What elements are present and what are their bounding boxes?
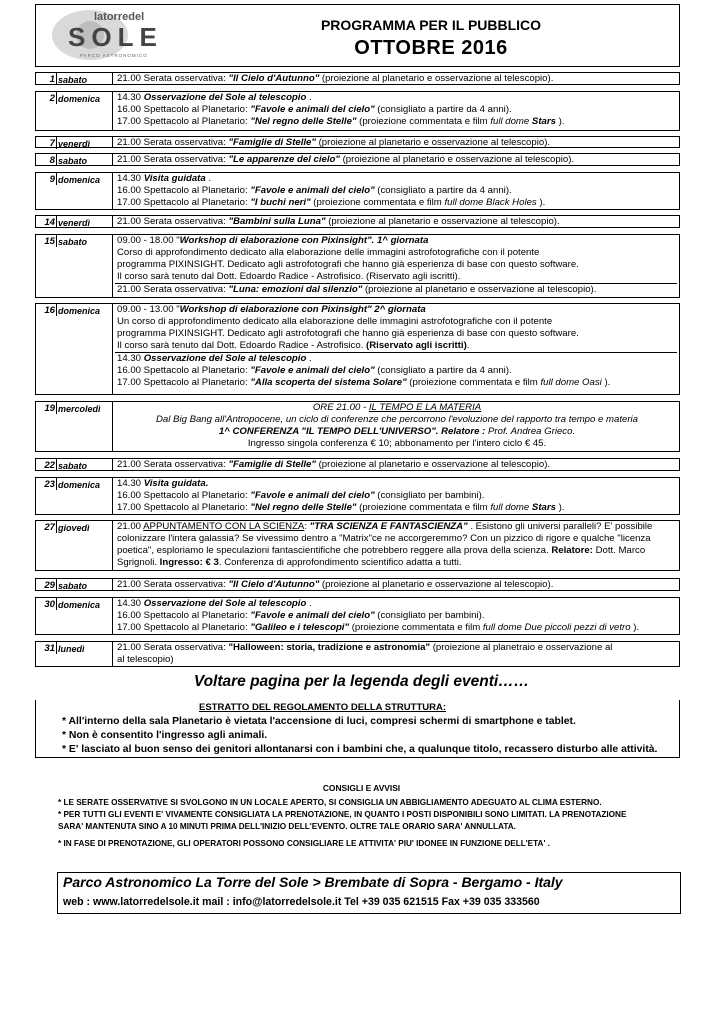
event-day-number: 16 bbox=[44, 305, 55, 316]
event-date bbox=[36, 478, 113, 514]
event-text: Osservazione del Sole al telescopio bbox=[143, 92, 307, 103]
event-date bbox=[36, 459, 113, 470]
event-date bbox=[36, 579, 113, 590]
event-row bbox=[35, 215, 680, 228]
event-details bbox=[115, 642, 679, 666]
event-line bbox=[117, 185, 677, 197]
event-date bbox=[36, 304, 113, 394]
event-weekday: domenica bbox=[58, 94, 101, 104]
event-details bbox=[115, 137, 679, 149]
event-text: Visita guidata bbox=[143, 173, 206, 184]
event-text: 21.00 Serata osservativa: bbox=[117, 284, 229, 295]
event-text: : bbox=[304, 521, 310, 532]
event-text: "Le apparenze del cielo" bbox=[228, 154, 340, 165]
event-text: . bbox=[306, 598, 312, 609]
event-text: "Favole e animali del cielo" bbox=[250, 490, 375, 501]
event-line bbox=[117, 92, 677, 104]
event-text: ). bbox=[555, 116, 565, 127]
event-row bbox=[35, 578, 680, 591]
event-row bbox=[35, 477, 680, 515]
event-weekday: venerdì bbox=[58, 218, 91, 228]
event-line bbox=[117, 154, 677, 166]
event-row bbox=[35, 520, 680, 571]
regulation-item: * E' lasciato al buon senso dei genitori allontanarsi con i bambini che, a qualunque titolo, recassero disturbo alle attività. bbox=[62, 744, 658, 755]
event-date bbox=[36, 137, 113, 147]
event-text: (proiezione commentata e film bbox=[356, 116, 491, 127]
turn-page-note: Voltare pagina per la legenda degli eventi…… bbox=[193, 673, 530, 690]
event-text: (consigliato a partire da 4 anni). bbox=[374, 365, 512, 376]
event-date bbox=[36, 235, 113, 297]
event-line bbox=[117, 622, 677, 634]
event-line bbox=[117, 426, 677, 438]
event-text: full dome Black Holes bbox=[444, 197, 537, 208]
event-line bbox=[117, 478, 677, 490]
event-text: "Famiglie di Stelle" bbox=[228, 459, 316, 470]
event-text: 14.30 bbox=[117, 478, 144, 489]
event-text: "Halloween: storia, tradizione e astronomia" bbox=[228, 642, 431, 653]
event-text: "Bambini sulla Luna" bbox=[228, 216, 326, 227]
event-text: (proiezione al planetario e osservazione al telescopio). bbox=[315, 459, 551, 470]
event-weekday: sabato bbox=[58, 461, 88, 471]
event-line bbox=[117, 304, 677, 316]
event-date bbox=[36, 73, 113, 84]
event-line bbox=[117, 216, 677, 228]
event-text: Sgrignoli. bbox=[117, 557, 160, 568]
event-text: 1^ CONFERENZA "IL TEMPO DELL'UNIVERSO". Relatore : bbox=[218, 426, 489, 437]
event-weekday: domenica bbox=[58, 175, 101, 185]
event-text: 16.00 Spettacolo al Planetario: bbox=[117, 365, 251, 376]
event-row bbox=[35, 597, 680, 635]
event-text: 17.00 Spettacolo al Planetario: bbox=[117, 502, 251, 513]
event-text: Stars bbox=[531, 502, 556, 513]
event-text: Dott. Marco bbox=[592, 545, 646, 556]
event-text: 21.00 Serata osservativa: bbox=[117, 459, 229, 470]
event-day-number: 23 bbox=[44, 479, 55, 490]
event-text: . bbox=[306, 92, 312, 103]
logo-sub-text: PARCO ASTRONOMICO bbox=[80, 53, 148, 58]
event-details bbox=[115, 402, 679, 450]
event-details bbox=[115, 579, 679, 591]
event-line bbox=[117, 328, 677, 340]
event-text: Stars bbox=[531, 116, 556, 127]
event-text: (proiezione commentata e film bbox=[356, 502, 491, 513]
event-text: "Famiglie di Stelle" bbox=[228, 137, 316, 148]
date-separator bbox=[56, 478, 57, 490]
event-text: (proiezione commentata e film bbox=[349, 622, 483, 633]
event-text: . bbox=[466, 340, 470, 351]
date-separator bbox=[56, 235, 57, 247]
event-weekday: sabato bbox=[58, 237, 88, 247]
event-line bbox=[117, 490, 677, 502]
event-weekday: sabato bbox=[58, 581, 88, 591]
event-text: Il corso sarà tenuto dal Dott. Edoardo Radice - Astrofisico. bbox=[117, 340, 367, 351]
event-details bbox=[115, 216, 679, 228]
event-text: "Il Cielo d'Autunno" bbox=[228, 579, 320, 590]
event-text: full dome bbox=[490, 502, 532, 513]
event-text: 09.00 - 13.00 " bbox=[117, 304, 180, 315]
event-text: 21.00 Serata osservativa: bbox=[117, 216, 229, 227]
event-text: ). bbox=[630, 622, 640, 633]
event-text: 16.00 Spettacolo al Planetario: bbox=[117, 610, 251, 621]
event-details bbox=[115, 598, 679, 634]
event-day-number: 22 bbox=[44, 460, 55, 471]
event-text: "I buchi neri" bbox=[250, 197, 311, 208]
event-text: "Favole e animali del cielo" bbox=[250, 185, 375, 196]
event-date bbox=[36, 154, 113, 165]
date-separator bbox=[56, 216, 57, 228]
event-text: "Nel regno delle Stelle" bbox=[250, 502, 357, 513]
event-line bbox=[115, 283, 677, 296]
event-text: ). bbox=[555, 502, 565, 513]
event-row bbox=[35, 72, 680, 85]
event-line bbox=[117, 173, 677, 185]
event-weekday: mercoledì bbox=[58, 404, 101, 414]
event-line bbox=[117, 247, 677, 259]
event-day-number: 7 bbox=[49, 138, 55, 149]
event-line bbox=[117, 459, 677, 471]
event-weekday: sabato bbox=[58, 75, 88, 85]
event-text: 17.00 Spettacolo al Planetario: bbox=[117, 622, 251, 633]
event-text: Prof. Andrea Grieco. bbox=[488, 426, 576, 437]
event-line bbox=[117, 598, 677, 610]
date-separator bbox=[56, 154, 57, 166]
event-text: (proiezione al planetario e osservazione al telescopio). bbox=[339, 154, 575, 165]
event-details bbox=[115, 304, 679, 389]
event-text: ). bbox=[601, 377, 611, 388]
event-text: 17.00 Spettacolo al Planetario: bbox=[117, 116, 251, 127]
event-weekday: domenica bbox=[58, 600, 101, 610]
event-text: IL TEMPO E LA MATERIA bbox=[368, 402, 482, 413]
event-text: . bbox=[205, 173, 212, 184]
event-day-number: 2 bbox=[49, 93, 55, 104]
event-line bbox=[117, 377, 677, 389]
event-line bbox=[117, 259, 677, 271]
date-separator bbox=[56, 402, 57, 414]
event-text: "Favole e animali del cielo" bbox=[250, 365, 375, 376]
event-text: colonizzare l'intera galassia? Se vivessimo dentro a "Matrix"ce ne accorgeremmo? Con un pizzico di rigore e qualche "licenza bbox=[117, 533, 651, 544]
event-line bbox=[117, 235, 677, 247]
event-text: Corso di approfondimento dedicato alla elaborazione delle immagini astrofotografiche con il potente bbox=[117, 247, 540, 258]
regulation-item: * All'interno della sala Planetario è vietata l'accensione di luci, compresi schermi di smartphone e tablet. bbox=[62, 716, 576, 727]
event-line bbox=[117, 545, 677, 557]
event-date bbox=[36, 642, 113, 666]
event-text: (proiezione al planetario e osservazione al telescopio). bbox=[319, 73, 554, 84]
event-line bbox=[117, 642, 677, 654]
event-row bbox=[35, 303, 680, 395]
event-text: programma PIXINSIGHT. Dedicato agli astrofotografi che hanno già esperienza di base con questo software. bbox=[117, 259, 579, 270]
date-separator bbox=[56, 304, 57, 316]
event-text: 14.30 bbox=[117, 92, 144, 103]
event-text: Ingresso singola conferenza € 10; abbonamento per l'intero ciclo € 45. bbox=[247, 438, 547, 449]
event-day-number: 8 bbox=[49, 155, 55, 166]
event-row bbox=[35, 401, 680, 452]
event-line bbox=[117, 521, 677, 533]
event-row bbox=[35, 136, 680, 148]
program-title: OTTOBRE 2016 bbox=[354, 37, 508, 59]
event-text: programma PIXINSIGHT. Dedicato agli astrofotografi che hanno già esperienza di base con questo software. bbox=[117, 328, 579, 339]
advice-title: CONSIGLI E AVVISI bbox=[322, 783, 401, 793]
event-text: (Riservato agli iscritti) bbox=[366, 340, 467, 351]
event-line bbox=[117, 402, 677, 414]
event-line bbox=[117, 116, 677, 128]
date-separator bbox=[56, 579, 57, 591]
event-text: Workshop di elaborazione con Pixinsight" 2^ giornata bbox=[179, 304, 426, 315]
event-details bbox=[115, 521, 679, 569]
event-text: al telescopio) bbox=[117, 654, 174, 665]
regulation-item: * Non è consentito l'ingresso agli animali. bbox=[62, 730, 268, 741]
event-day-number: 14 bbox=[44, 217, 55, 228]
event-line bbox=[117, 271, 677, 283]
date-separator bbox=[56, 521, 57, 533]
event-line bbox=[117, 533, 677, 545]
event-line bbox=[115, 352, 677, 365]
event-text: Il corso sarà tenuto dal Dott. Edoardo Radice - Astrofisico. (Riservato agli iscritti). bbox=[117, 271, 461, 282]
event-text: 21.00 bbox=[117, 521, 144, 532]
event-line bbox=[117, 557, 677, 569]
event-row bbox=[35, 91, 680, 131]
event-text: "Favole e animali del cielo" bbox=[250, 104, 375, 115]
event-text: 14.30 bbox=[117, 598, 144, 609]
event-text: Osservazione del Sole al telescopio bbox=[143, 598, 307, 609]
footer-contacts: web : www.latorredelsole.it mail : info@latorredelsole.it Tel +39 035 621515 Fax +39 035 333560 bbox=[63, 896, 540, 908]
event-line bbox=[117, 502, 677, 514]
event-text: (consigliato per bambini). bbox=[374, 610, 485, 621]
event-text: 21.00 Serata osservativa: bbox=[117, 642, 229, 653]
event-text: "Luna: emozioni dal silenzio" bbox=[228, 284, 363, 295]
advice-line: * IN FASE DI PRENOTAZIONE, GLI OPERATORI POSSONO CONSIGLIARE LE ATTIVITA' PIU' IDONEE IN FUNZIONE DELL'ETA' . bbox=[58, 839, 550, 848]
event-text: 21.00 Serata osservativa: bbox=[117, 579, 229, 590]
event-line bbox=[117, 438, 677, 450]
advice-line: * LE SERATE OSSERVATIVE SI SVOLGONO IN UN LOCALE APERTO, SI CONSIGLIA UN ABBIGLIAMENTO ADEGUATO AL CLIMA ESTERNO. bbox=[58, 798, 602, 807]
advice-line: * PER TUTTI GLI EVENTI E' VIVAMENTE CONSIGLIATA LA PRENOTAZIONE, IN QUANTO I POSTI DISPONIBILI SONO LIMITATI. LA PRENOTAZIONE bbox=[58, 810, 627, 819]
event-day-number: 30 bbox=[44, 599, 55, 610]
date-separator bbox=[56, 73, 57, 85]
event-text: "Nel regno delle Stelle" bbox=[250, 116, 357, 127]
date-separator bbox=[56, 598, 57, 610]
event-row bbox=[35, 458, 680, 471]
event-text: Osservazione del Sole al telescopio bbox=[143, 353, 307, 364]
event-text: Ingresso: € 3 bbox=[159, 557, 219, 568]
event-line bbox=[117, 579, 677, 591]
event-day-number: 9 bbox=[49, 174, 55, 185]
event-text: 14.30 bbox=[117, 173, 144, 184]
event-details bbox=[115, 478, 679, 514]
event-text: 16.00 Spettacolo al Planetario: bbox=[117, 490, 251, 501]
event-day-number: 1 bbox=[49, 74, 55, 85]
event-text: . Esistono gli universi paralleli? E' possibile bbox=[467, 521, 653, 532]
event-text: 21.00 Serata osservativa: bbox=[117, 154, 229, 165]
date-separator bbox=[56, 137, 57, 149]
event-text: 17.00 Spettacolo al Planetario: bbox=[117, 197, 251, 208]
event-text: "Galileo e i telescopi" bbox=[250, 622, 350, 633]
regulation-title: ESTRATTO DEL REGOLAMENTO DELLA STRUTTURA: bbox=[199, 702, 446, 713]
event-weekday: venerdì bbox=[58, 139, 91, 149]
event-text: (proiezione al planetraio e osservazione al bbox=[430, 642, 613, 653]
event-weekday: giovedì bbox=[58, 523, 90, 533]
event-text: ). bbox=[536, 197, 546, 208]
event-text: 16.00 Spettacolo al Planetario: bbox=[117, 104, 251, 115]
event-text: 09.00 - 18.00 " bbox=[117, 235, 180, 246]
event-text: (consigliato a partire da 4 anni). bbox=[374, 185, 512, 196]
event-text: (proiezione commentata e film bbox=[406, 377, 541, 388]
event-text: Workshop di elaborazione con Pixinsight". 1^ giornata bbox=[179, 235, 429, 246]
event-text: Dal Big Bang all'Antropocene, un ciclo di conferenze che percorrono l'evoluzione del rapporto tra tempo e materia bbox=[155, 414, 639, 425]
event-text: full dome Due piccoli pezzi di vetro bbox=[482, 622, 631, 633]
event-text: 21.00 Serata osservativa: bbox=[117, 73, 229, 84]
date-separator bbox=[56, 642, 57, 654]
event-text: 21.00 Serata osservativa: bbox=[117, 137, 229, 148]
event-details bbox=[115, 73, 679, 85]
event-line bbox=[117, 137, 677, 149]
program-subtitle: PROGRAMMA PER IL PUBBLICO bbox=[320, 17, 542, 33]
event-date bbox=[36, 598, 113, 634]
event-line bbox=[117, 340, 677, 352]
event-weekday: lunedì bbox=[58, 644, 85, 654]
event-row bbox=[35, 153, 680, 166]
event-row bbox=[35, 641, 680, 667]
event-date bbox=[36, 173, 113, 209]
event-weekday: sabato bbox=[58, 156, 88, 166]
torre-del-sole-logo bbox=[50, 8, 200, 62]
event-text: . Conferenza di approfondimento scientifico adatta a tutti. bbox=[218, 557, 462, 568]
event-text: full dome Oasi bbox=[540, 377, 602, 388]
event-details bbox=[115, 173, 679, 209]
event-day-number: 31 bbox=[44, 643, 55, 654]
event-day-number: 19 bbox=[44, 403, 55, 414]
event-day-number: 29 bbox=[44, 580, 55, 591]
event-details bbox=[115, 154, 679, 166]
event-text: ORE 21.00 - bbox=[312, 402, 369, 413]
date-separator bbox=[56, 173, 57, 185]
logo-main-text: SOLE bbox=[68, 22, 163, 52]
header bbox=[35, 4, 680, 67]
event-details bbox=[115, 459, 679, 471]
event-line bbox=[117, 104, 677, 116]
event-date bbox=[36, 92, 113, 130]
event-details bbox=[115, 92, 679, 128]
event-text: poetica", esploriamo le speculazioni fantascientifiche che potrebbero reggere alla prova della scienza. bbox=[117, 545, 552, 556]
event-text: (consigliato a partire da 4 anni). bbox=[374, 104, 512, 115]
event-text: full dome bbox=[490, 116, 532, 127]
event-text: Visita guidata. bbox=[143, 478, 209, 489]
event-text: 14.30 bbox=[117, 353, 144, 364]
logo-top-text: latorredel bbox=[94, 11, 145, 23]
event-line bbox=[117, 365, 677, 377]
event-line bbox=[117, 654, 677, 666]
event-text: APPUNTAMENTO CON LA SCIENZA bbox=[143, 521, 305, 532]
event-text: 16.00 Spettacolo al Planetario: bbox=[117, 185, 251, 196]
event-details bbox=[115, 235, 679, 296]
event-day-number: 27 bbox=[44, 522, 55, 533]
event-text: "Alla scoperta del sistema Solare" bbox=[250, 377, 407, 388]
event-text: "Il Cielo d'Autunno" bbox=[228, 73, 320, 84]
event-line bbox=[117, 197, 677, 209]
event-row bbox=[35, 172, 680, 210]
event-date bbox=[36, 521, 113, 570]
event-text: Un corso di approfondimento dedicato alla elaborazione delle immagini astrofotografiche con il potente bbox=[117, 316, 553, 327]
event-date bbox=[36, 216, 113, 227]
date-separator bbox=[56, 92, 57, 104]
event-text: Relatore: bbox=[551, 545, 593, 556]
event-line bbox=[117, 316, 677, 328]
event-text: (proiezione al planetario e osservazione al telescopio). bbox=[362, 284, 597, 295]
event-text: 17.00 Spettacolo al Planetario: bbox=[117, 377, 251, 388]
event-text: (proiezione commentata e film bbox=[310, 197, 445, 208]
event-text: . bbox=[306, 353, 312, 364]
event-text: (consigliato per bambini). bbox=[374, 490, 485, 501]
event-text: (proiezione al planetario e osservazione al telescopio). bbox=[325, 216, 560, 227]
event-day-number: 15 bbox=[44, 236, 55, 247]
event-text: (proiezione al planetario e osservazione al telescopio). bbox=[315, 137, 551, 148]
event-row bbox=[35, 234, 680, 298]
event-date bbox=[36, 402, 113, 451]
event-text: (proiezione al planetario e osservazione al telescopio). bbox=[319, 579, 554, 590]
event-weekday: domenica bbox=[58, 480, 101, 490]
advice-line: SARA' MANTENUTA SINO A 10 MINUTI PRIMA DELL'INIZIO DELL'EVENTO. OLTRE TALE ORARIO SARA' ANNULLATA. bbox=[58, 822, 516, 831]
event-line bbox=[117, 610, 677, 622]
event-line bbox=[117, 73, 677, 85]
event-line bbox=[117, 414, 677, 426]
event-text: "TRA SCIENZA E FANTASCIENZA" bbox=[309, 521, 468, 532]
event-text: "Favole e animali del cielo" bbox=[250, 610, 375, 621]
event-weekday: domenica bbox=[58, 306, 101, 316]
date-separator bbox=[56, 459, 57, 471]
footer-name: Parco Astronomico La Torre del Sole > Brembate di Sopra - Bergamo - Italy bbox=[63, 874, 563, 890]
